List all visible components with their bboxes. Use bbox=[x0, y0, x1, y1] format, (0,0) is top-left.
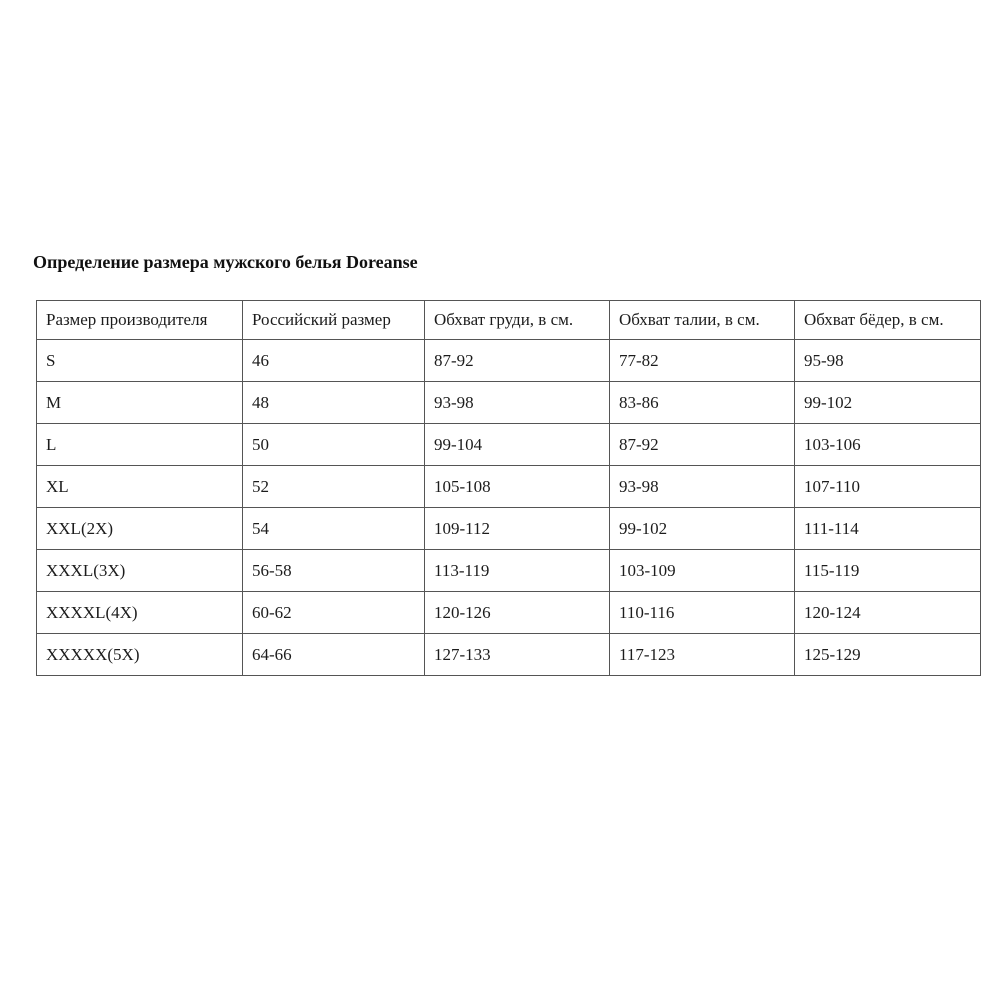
column-header: Обхват талии, в см. bbox=[610, 301, 795, 340]
size-table bbox=[36, 300, 981, 676]
table-row bbox=[37, 382, 981, 424]
table-cell: 48 bbox=[243, 382, 425, 424]
table-cell: 77-82 bbox=[610, 340, 795, 382]
table-cell: 54 bbox=[243, 508, 425, 550]
table-cell: XXXL(3X) bbox=[37, 550, 243, 592]
table-cell: 64-66 bbox=[243, 634, 425, 676]
table-cell: M bbox=[37, 382, 243, 424]
table-cell: 120-126 bbox=[425, 592, 610, 634]
table-cell: 83-86 bbox=[610, 382, 795, 424]
table-cell: 56-58 bbox=[243, 550, 425, 592]
table-row bbox=[37, 424, 981, 466]
table-row bbox=[37, 340, 981, 382]
table-cell: 87-92 bbox=[425, 340, 610, 382]
size-table-header-row bbox=[37, 301, 981, 340]
table-cell: 120-124 bbox=[795, 592, 981, 634]
table-cell: 105-108 bbox=[425, 466, 610, 508]
table-row bbox=[37, 508, 981, 550]
table-cell: 50 bbox=[243, 424, 425, 466]
column-header: Российский размер bbox=[243, 301, 425, 340]
table-cell: 111-114 bbox=[795, 508, 981, 550]
table-cell: 60-62 bbox=[243, 592, 425, 634]
table-row bbox=[37, 550, 981, 592]
table-cell: 93-98 bbox=[425, 382, 610, 424]
size-table-body bbox=[37, 340, 981, 676]
column-header: Обхват бёдер, в см. bbox=[795, 301, 981, 340]
table-cell: 125-129 bbox=[795, 634, 981, 676]
table-cell: L bbox=[37, 424, 243, 466]
column-header: Обхват груди, в см. bbox=[425, 301, 610, 340]
table-cell: 95-98 bbox=[795, 340, 981, 382]
table-cell: 103-109 bbox=[610, 550, 795, 592]
table-row bbox=[37, 634, 981, 676]
table-cell: 99-102 bbox=[610, 508, 795, 550]
table-cell: 103-106 bbox=[795, 424, 981, 466]
table-cell: XXL(2X) bbox=[37, 508, 243, 550]
column-header: Размер производителя bbox=[37, 301, 243, 340]
table-cell: 99-102 bbox=[795, 382, 981, 424]
table-cell: 127-133 bbox=[425, 634, 610, 676]
table-cell: 110-116 bbox=[610, 592, 795, 634]
table-cell: 113-119 bbox=[425, 550, 610, 592]
page-title: Определение размера мужского белья Doreanse bbox=[33, 252, 418, 272]
size-table-head bbox=[37, 301, 981, 340]
table-cell: 109-112 bbox=[425, 508, 610, 550]
table-cell: XL bbox=[37, 466, 243, 508]
table-cell: 99-104 bbox=[425, 424, 610, 466]
table-row bbox=[37, 466, 981, 508]
table-cell: 52 bbox=[243, 466, 425, 508]
table-cell: XXXXL(4X) bbox=[37, 592, 243, 634]
table-cell: 117-123 bbox=[610, 634, 795, 676]
table-cell: 46 bbox=[243, 340, 425, 382]
table-cell: 87-92 bbox=[610, 424, 795, 466]
table-cell: 93-98 bbox=[610, 466, 795, 508]
table-cell: S bbox=[37, 340, 243, 382]
table-cell: 115-119 bbox=[795, 550, 981, 592]
table-cell: 107-110 bbox=[795, 466, 981, 508]
table-row bbox=[37, 592, 981, 634]
table-cell: XXXXX(5X) bbox=[37, 634, 243, 676]
